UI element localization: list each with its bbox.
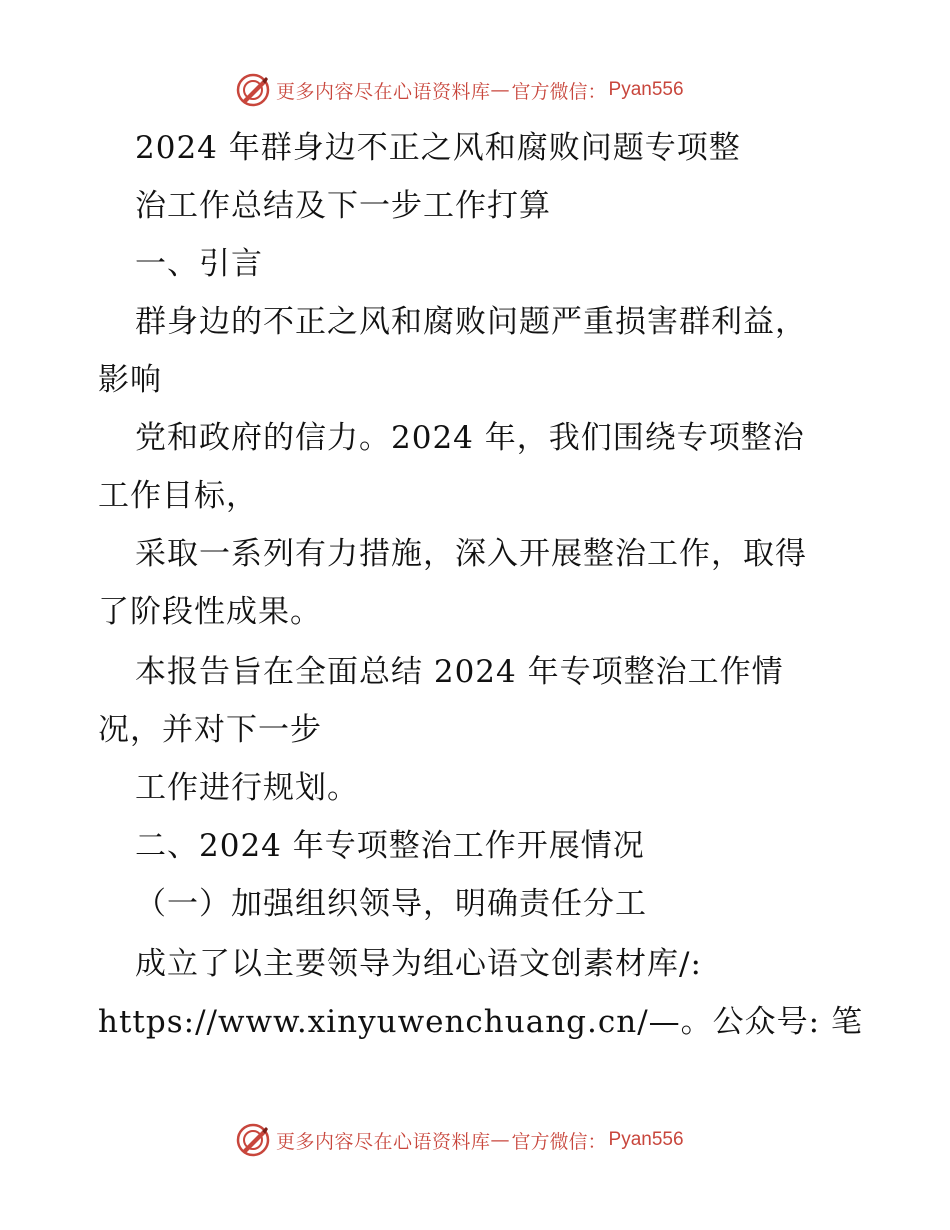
subsection-heading: （一）加强组织领导，明确责任分工 — [135, 886, 647, 922]
paragraph-line: 工作进行规划。 — [135, 770, 359, 806]
doc-title-line-2: 治工作总结及下一步工作打算 — [135, 188, 551, 224]
header-banner — [236, 72, 684, 108]
paragraph-line: 党和政府的信力。2024 年，我们围绕专项整治 — [135, 420, 805, 456]
paragraph-line: 采取一系列有力措施，深入开展整治工作，取得 — [135, 536, 807, 572]
paragraph-line: 本报告旨在全面总结 2024 年专项整治工作情 — [135, 654, 784, 690]
paragraph-line: 影响 — [98, 362, 162, 398]
brand-logo-icon — [236, 1123, 270, 1157]
footer-banner-label: 官方微信： — [511, 1130, 607, 1153]
paragraph-line: 了阶段性成果。 — [98, 594, 322, 630]
header-banner-text: 更多内容尽在心语资料库 — [276, 80, 491, 103]
footer-banner-text: 更多内容尽在心语资料库 — [276, 1130, 491, 1153]
section-heading-intro: 一、引言 — [135, 246, 263, 282]
paragraph-line: https://www.xinyuwenchuang.cn/—。公众号: 笔 — [98, 1004, 863, 1040]
section-heading-progress: 二、2024 年专项整治工作开展情况 — [135, 828, 645, 864]
paragraph-line: 成立了以主要领导为组心语文创素材库/: — [135, 946, 702, 982]
footer-banner — [236, 1122, 684, 1158]
header-wechat-id: Pyan556 — [608, 79, 684, 100]
footer-banner-separator: — — [490, 1129, 510, 1151]
doc-title-line-1: 2024 年群身边不正之风和腐败问题专项整 — [135, 130, 741, 166]
paragraph-line: 工作目标， — [98, 478, 258, 514]
header-banner-label: 官方微信： — [511, 80, 607, 103]
header-banner-separator: — — [490, 79, 510, 101]
paragraph-line: 况，并对下一步 — [98, 712, 322, 748]
paragraph-line: 群身边的不正之风和腐败问题严重损害群利益， — [135, 304, 807, 340]
footer-wechat-id: Pyan556 — [608, 1129, 684, 1150]
brand-logo-icon — [236, 73, 270, 107]
